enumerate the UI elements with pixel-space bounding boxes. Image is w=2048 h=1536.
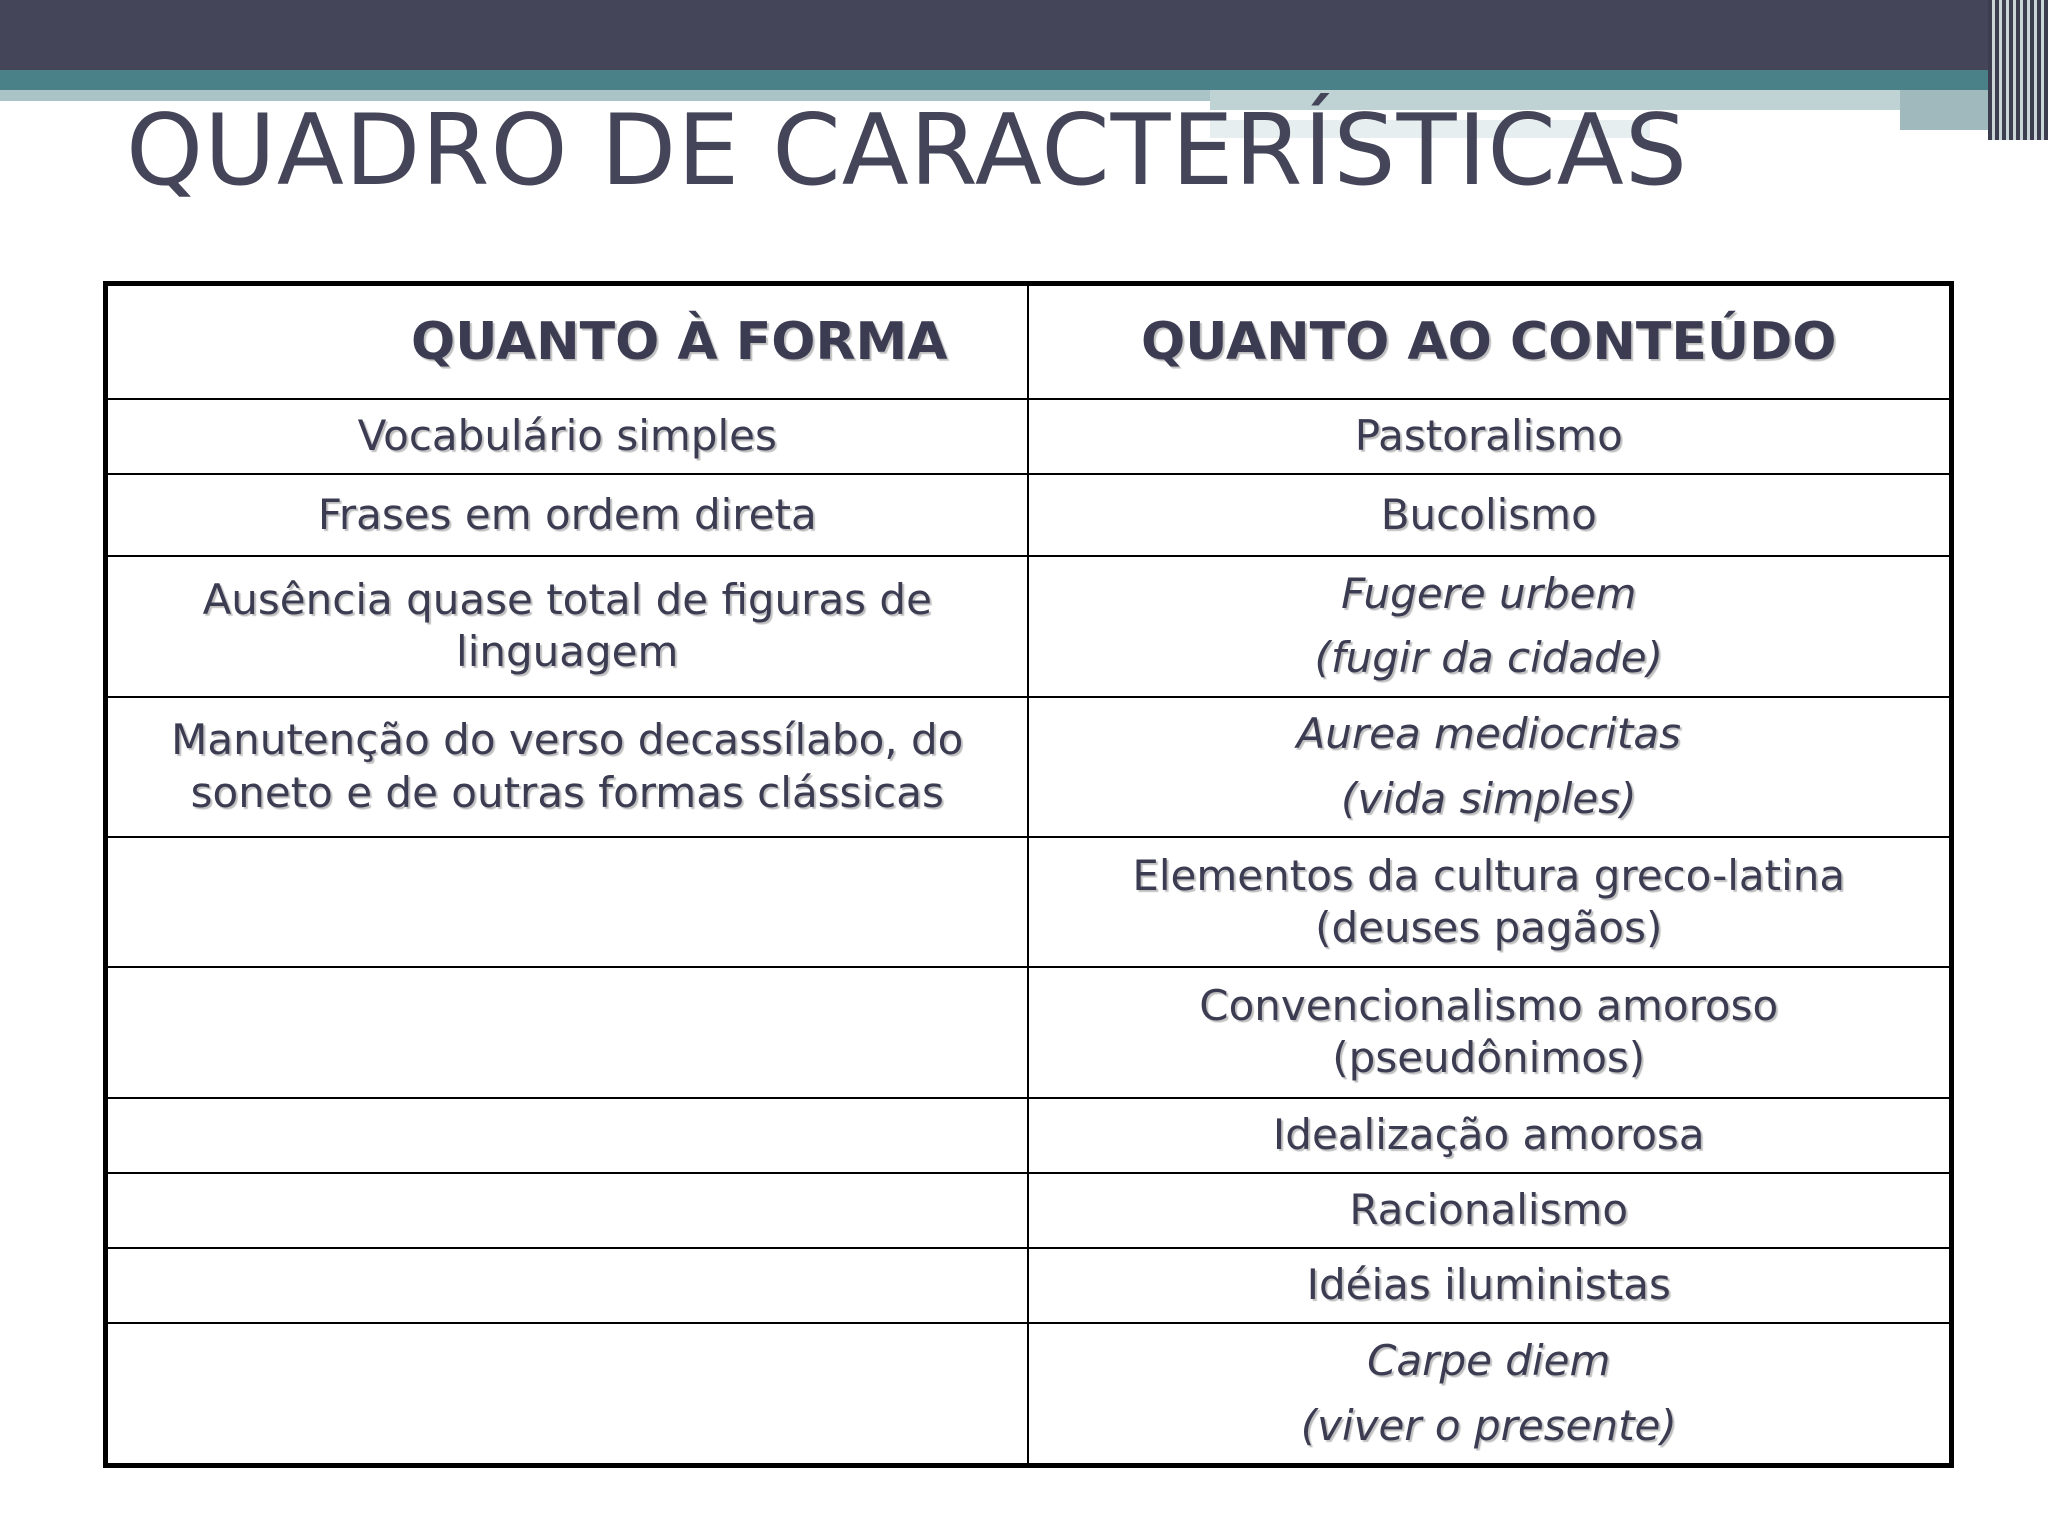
forma-cell: Frases em ordem direta (106, 474, 1028, 556)
decor-stripe (1900, 90, 2000, 130)
latin-expression: Aurea mediocritas (1296, 709, 1681, 759)
forma-cell-empty (106, 967, 1028, 1097)
forma-cell-empty (106, 1323, 1028, 1465)
conteudo-cell: Idéias iluministas (1028, 1248, 1952, 1323)
top-banner-bar (0, 0, 2048, 70)
conteudo-cell: Bucolismo (1028, 474, 1952, 556)
table-row (106, 556, 1952, 696)
conteudo-cell (1028, 697, 1952, 837)
conteudo-cell: Elementos da cultura greco-latina (deuses pagãos) (1028, 837, 1952, 967)
forma-cell-empty (106, 1173, 1028, 1248)
decor-vertical-lines (1988, 0, 2048, 140)
forma-cell: Manutenção do verso decassílabo, do soneto e de outras formas clássicas (106, 697, 1028, 837)
conteudo-cell: Pastoralismo (1028, 399, 1952, 474)
table-row (106, 1323, 1952, 1465)
table-row (106, 474, 1952, 556)
conteudo-cell: Convencionalismo amoroso (pseudônimos) (1028, 967, 1952, 1097)
table-row (106, 697, 1952, 837)
forma-cell: Ausência quase total de figuras de linguagem (106, 556, 1028, 696)
table-row (106, 399, 1952, 474)
latin-translation: (vida simples) (1340, 773, 1637, 823)
table-row (106, 1173, 1952, 1248)
slide-title: QUADRO DE CARACTERÍSTICAS (126, 94, 1689, 208)
table-row (106, 1248, 1952, 1323)
latin-translation: (fugir da cidade) (1314, 633, 1664, 683)
table-row (106, 1098, 1952, 1173)
latin-expression: Carpe diem (1367, 1336, 1611, 1386)
forma-cell-empty (106, 837, 1028, 967)
forma-cell: Vocabulário simples (106, 399, 1028, 474)
header-forma: QUANTO À FORMA (106, 284, 1028, 399)
latin-expression: Fugere urbem (1341, 568, 1637, 618)
table-row (106, 837, 1952, 967)
forma-cell-empty (106, 1098, 1028, 1173)
conteudo-cell: Racionalismo (1028, 1173, 1952, 1248)
teal-accent-bar (0, 70, 2048, 90)
header-conteudo: QUANTO AO CONTEÚDO (1028, 284, 1952, 399)
table-row (106, 967, 1952, 1097)
latin-translation: (viver o presente) (1300, 1400, 1677, 1450)
forma-cell-empty (106, 1248, 1028, 1323)
table-header-row (106, 284, 1952, 399)
conteudo-cell: Idealização amorosa (1028, 1098, 1952, 1173)
characteristics-table (103, 281, 1954, 1468)
conteudo-cell (1028, 556, 1952, 696)
conteudo-cell (1028, 1323, 1952, 1465)
